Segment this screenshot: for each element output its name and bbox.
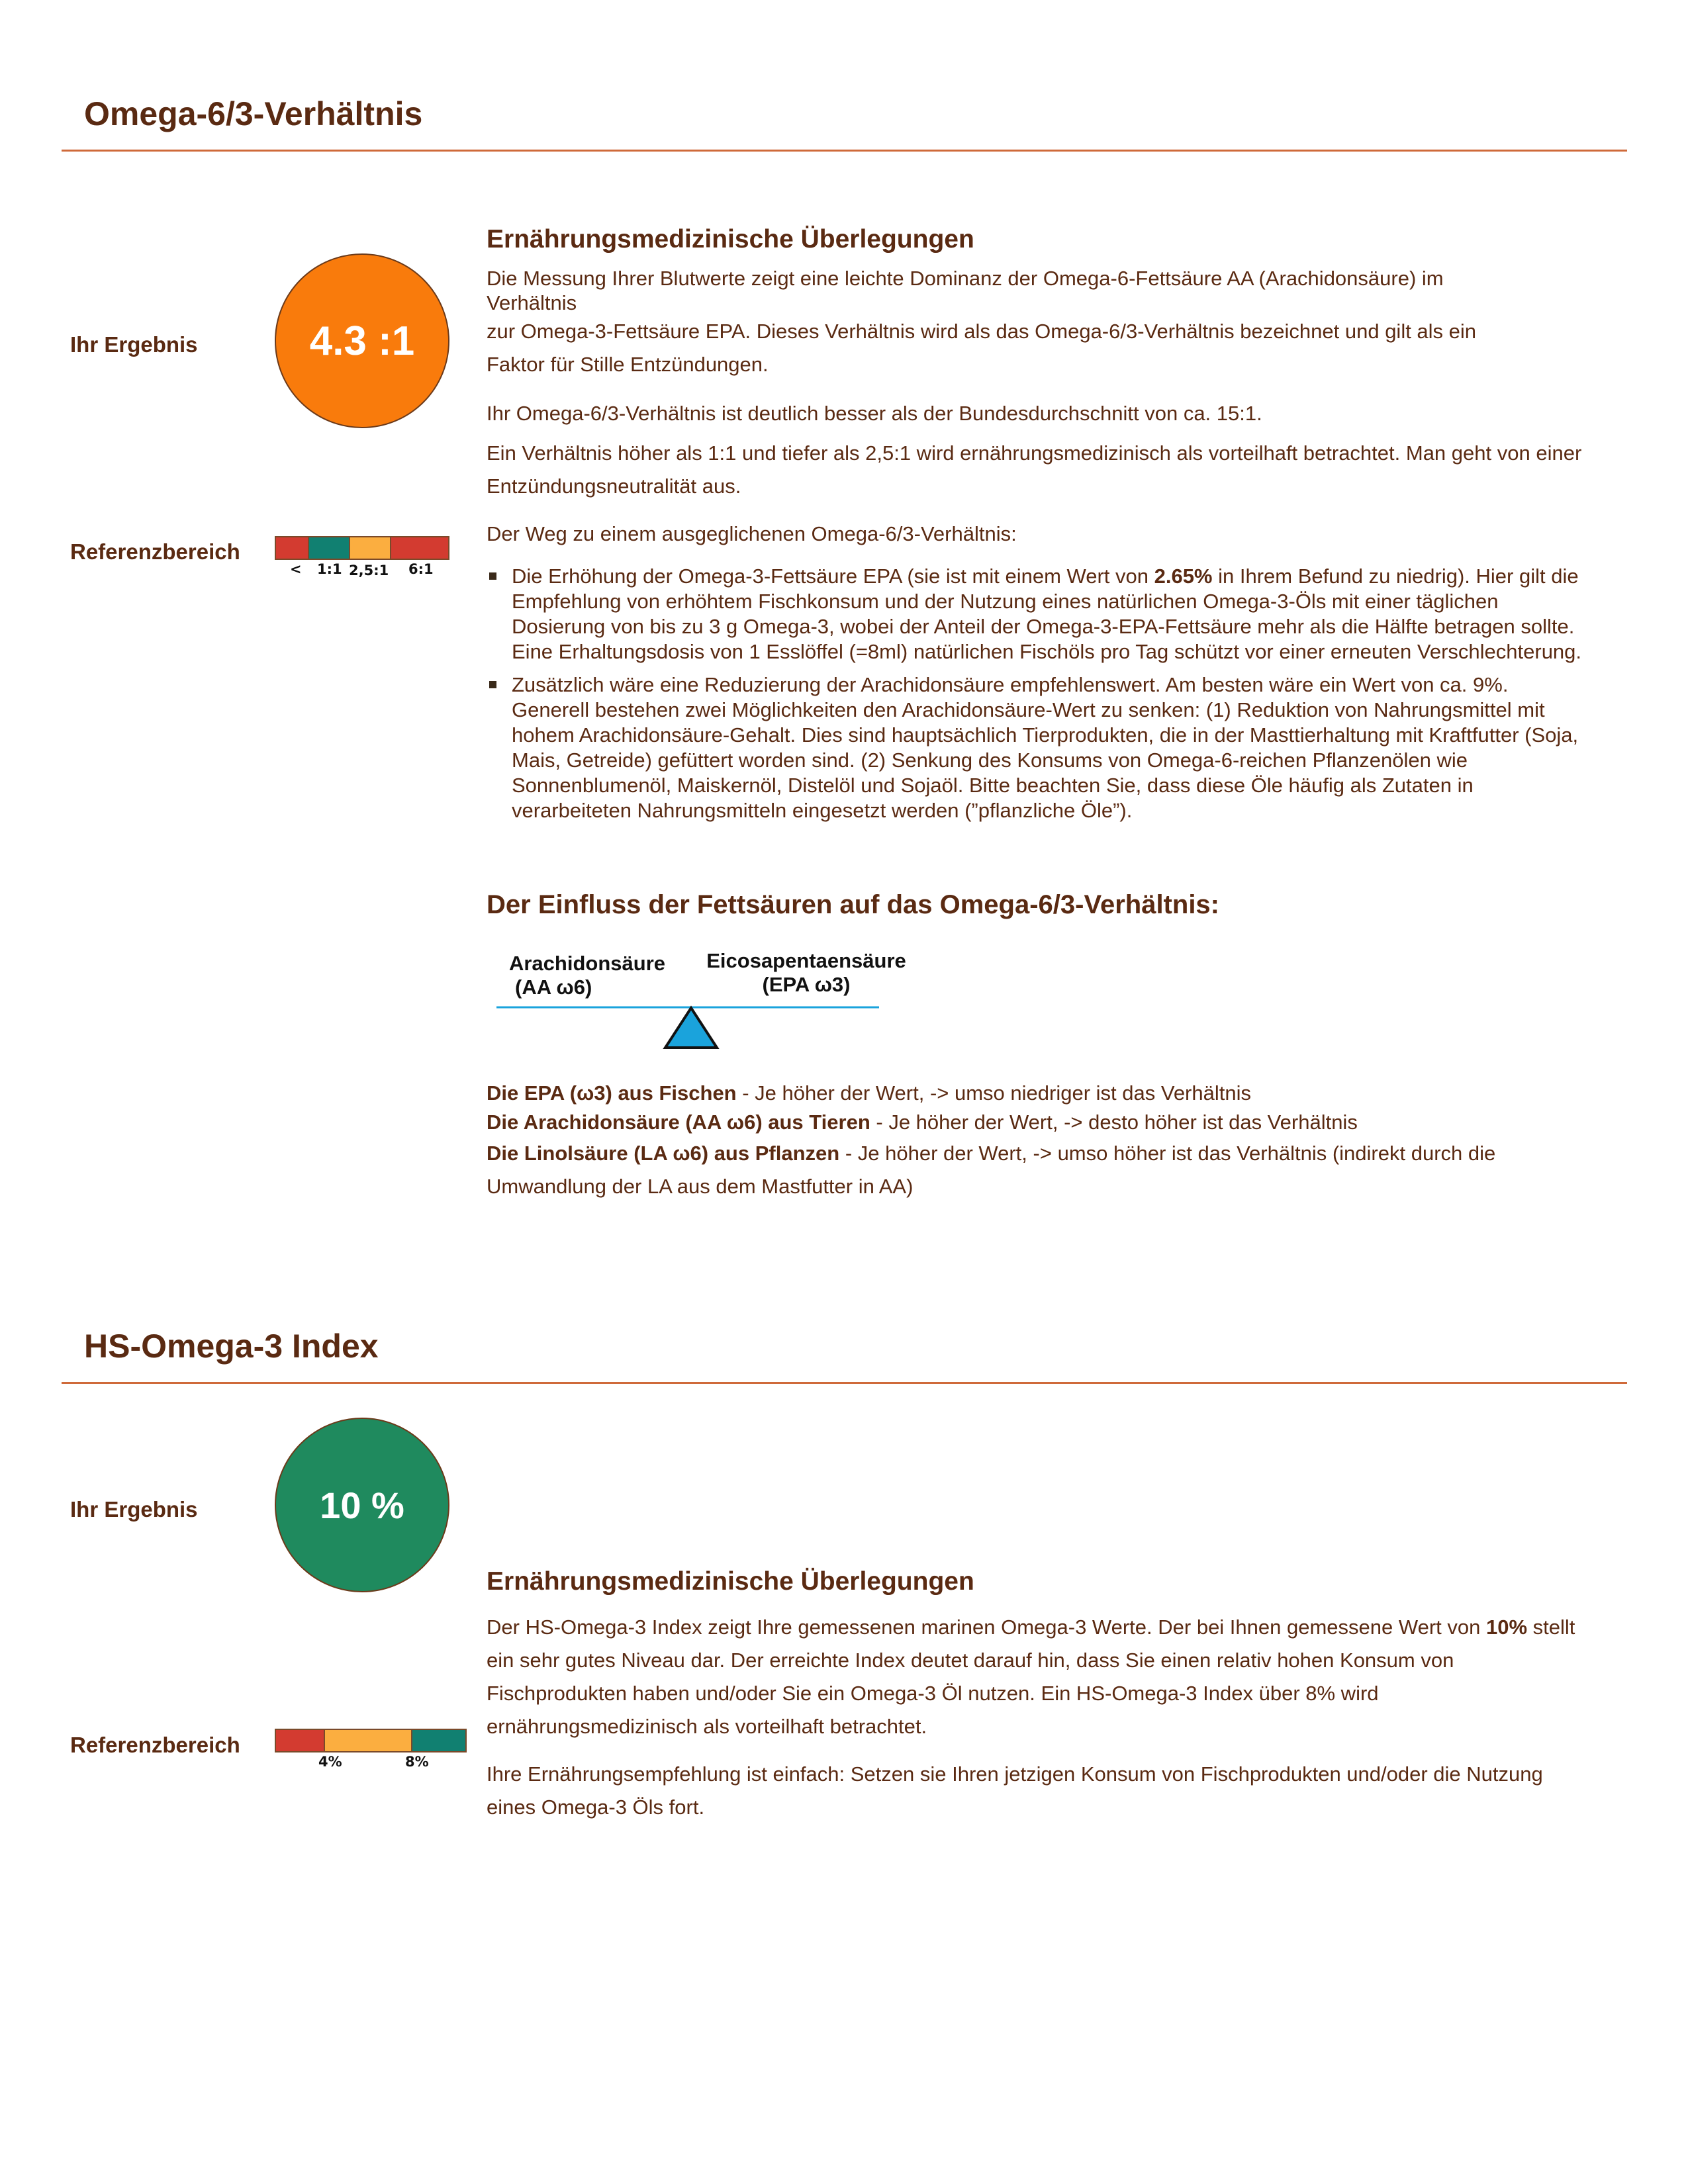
section-title-omega-ratio: Omega-6/3-Verhältnis — [84, 95, 423, 132]
paragraph — [487, 266, 1585, 315]
epa-value: 2.65% — [1154, 565, 1213, 588]
paragraph: Der HS-Omega-3 Index zeigt Ihre gemessenen marinen Omega-3 Werte. Der bei Ihnen gemessene Wert von 10% stellt ein sehr gutes Niveau dar. Der erreichte Index deutet darauf hin, dass Sie einen relativ hohen Konsum von Fischprodukten haben und/oder Sie ein Omega-3 Öl nutzen. Ein HS-Omega-3 Index über 8% wird ernährungsmedizinisch als vorteilhaft betrachtet. — [487, 1615, 1575, 1738]
result-label: Ihr Ergebnis — [70, 1497, 198, 1522]
reference-segment-optimal — [308, 537, 349, 559]
reference-label: Referenzbereich — [70, 539, 240, 564]
paragraph-line: Verhältnis — [487, 291, 577, 314]
reference-segment-low — [276, 1730, 324, 1751]
section-title-omega3-index: HS-Omega-3 Index — [84, 1328, 379, 1365]
reference-label: Referenzbereich — [70, 1733, 240, 1757]
seesaw-label-aa: Arachidonsäure (AA ω6) — [508, 952, 665, 999]
result-value: 4.3 :1 — [309, 318, 415, 364]
reference-bar — [275, 536, 449, 560]
paragraph-line: Faktor für Stille Entzündungen. — [487, 353, 769, 376]
influence-line: Die Arachidonsäure (AA ω6) aus Tieren - Je höher der Wert, -> desto höher ist das Verhältnis — [487, 1111, 1358, 1134]
result-label: Ihr Ergebnis — [70, 332, 198, 357]
paragraph — [487, 315, 1585, 381]
seesaw-graphic — [493, 1003, 884, 1056]
reference-bar — [275, 1729, 467, 1752]
seesaw-label-epa: Eicosapentaensäure (EPA ω3) — [706, 949, 906, 996]
considerations-heading: Ernährungsmedizinische Überlegungen — [487, 225, 974, 253]
reference-tick: 4% — [318, 1754, 342, 1770]
seesaw-fulcrum-icon — [665, 1008, 717, 1048]
influence-notes — [487, 1079, 1585, 1203]
result-circle — [275, 1418, 449, 1592]
paragraph: Der Weg zu einem ausgeglichenen Omega-6/3-Verhältnis: — [487, 522, 1017, 545]
considerations-block — [487, 225, 1585, 831]
reference-segment-high — [390, 537, 448, 559]
reference-segment-optimal — [411, 1730, 465, 1751]
considerations-block — [487, 1567, 1585, 1824]
index-value: 10% — [1485, 1615, 1528, 1639]
influence-heading: Der Einfluss der Fettsäuren auf das Omega-6/3-Verhältnis: — [487, 890, 1219, 919]
considerations-heading: Ernährungsmedizinische Überlegungen — [487, 1567, 974, 1596]
paragraph: Ihr Omega-6/3-Verhältnis ist deutlich besser als der Bundesdurchschnitt von ca. 15:1. — [487, 402, 1262, 425]
reference-segment-low — [276, 537, 308, 559]
paragraph: Ihre Ernährungsempfehlung ist einfach: Setzen sie Ihren jetzigen Konsum von Fischprodukten und/oder die Nutzung eines Omega-3 Öls fort. — [487, 1762, 1543, 1819]
reference-tick: < — [290, 561, 302, 577]
reference-tick: 2,5:1 — [349, 563, 389, 578]
bullet-square-icon — [489, 572, 496, 580]
result-circle — [275, 253, 449, 428]
reference-segment-moderate — [349, 537, 390, 559]
paragraph-line: Die Messung Ihrer Blutwerte zeigt eine leichte Dominanz der Omega-6-Fettsäure AA (Arachidonsäure) im — [487, 267, 1444, 290]
reference-tick: 8% — [405, 1754, 429, 1770]
section-divider — [62, 150, 1627, 152]
paragraph: Ein Verhältnis höher als 1:1 und tiefer als 2,5:1 wird ernährungsmedizinisch als vorteilhaft betrachtet. Man geht von einer Entzündungsneutralität aus. — [487, 441, 1582, 498]
reference-tick: 6:1 — [408, 561, 434, 577]
result-value: 10 % — [320, 1484, 404, 1526]
paragraph-line: zur Omega-3-Fettsäure EPA. Dieses Verhältnis wird als das Omega-6/3-Verhältnis bezeichnet und gilt als ein — [487, 320, 1477, 343]
list-item: Zusätzlich wäre eine Reduzierung der Arachidonsäure empfehlenswert. Am besten wäre ein Wert von ca. 9%. Generell bestehen zwei Möglichkeiten den Arachidonsäure-Wert zu senken: (1) Reduktion von Nahrungsmittel mit hohem Arachidonsäure-Gehalt. Dies sind hauptsächlich Tierprodukten, die in der Masttierhaltung mit Kraftfutter (Soja, Mais, Getreide) gefüttert worden sind. (2) Senkung des Konsums von Omega-6-reichen Pflanzenölen wie Sonnenblumenöl, Maiskernöl, Distelöl und Sojaöl. Bitte beachten Sie, dass diese Öle häufig als Zutaten in verarbeiteten Nahrungsmitteln eingesetzt werden (”pflanzliche Öle”). — [487, 672, 1585, 823]
bullet-list — [487, 564, 1585, 823]
list-item: Die Erhöhung der Omega-3-Fettsäure EPA (sie ist mit einem Wert von 2.65% in Ihrem Befund zu niedrig). Hier gilt die Empfehlung von erhöhtem Fischkonsum und der Nutzung eines natürlichen Omega-3-Öls mit einer täglichen Dosierung von bis zu 3 g Omega-3, wobei der Anteil der Omega-3-EPA-Fettsäure mehr als die Hälfte betragen sollte. Eine Erhaltungsdosis von 1 Esslöffel (=8ml) natürlichen Fischöls pro Tag schützt vor einer erneuten Verschlechterung. — [487, 564, 1585, 664]
reference-segment-moderate — [324, 1730, 411, 1751]
reference-tick: 1:1 — [317, 561, 342, 577]
bullet-square-icon — [489, 681, 496, 688]
section-divider — [62, 1382, 1627, 1384]
influence-line: Die EPA (ω3) aus Fischen - Je höher der Wert, -> umso niedriger ist das Verhältnis — [487, 1081, 1251, 1105]
influence-line: Die Linolsäure (LA ω6) aus Pflanzen - Je höher der Wert, -> umso höher ist das Verhältnis (indirekt durch die Umwandlung der LA aus dem Mastfutter in AA) — [487, 1142, 1496, 1198]
